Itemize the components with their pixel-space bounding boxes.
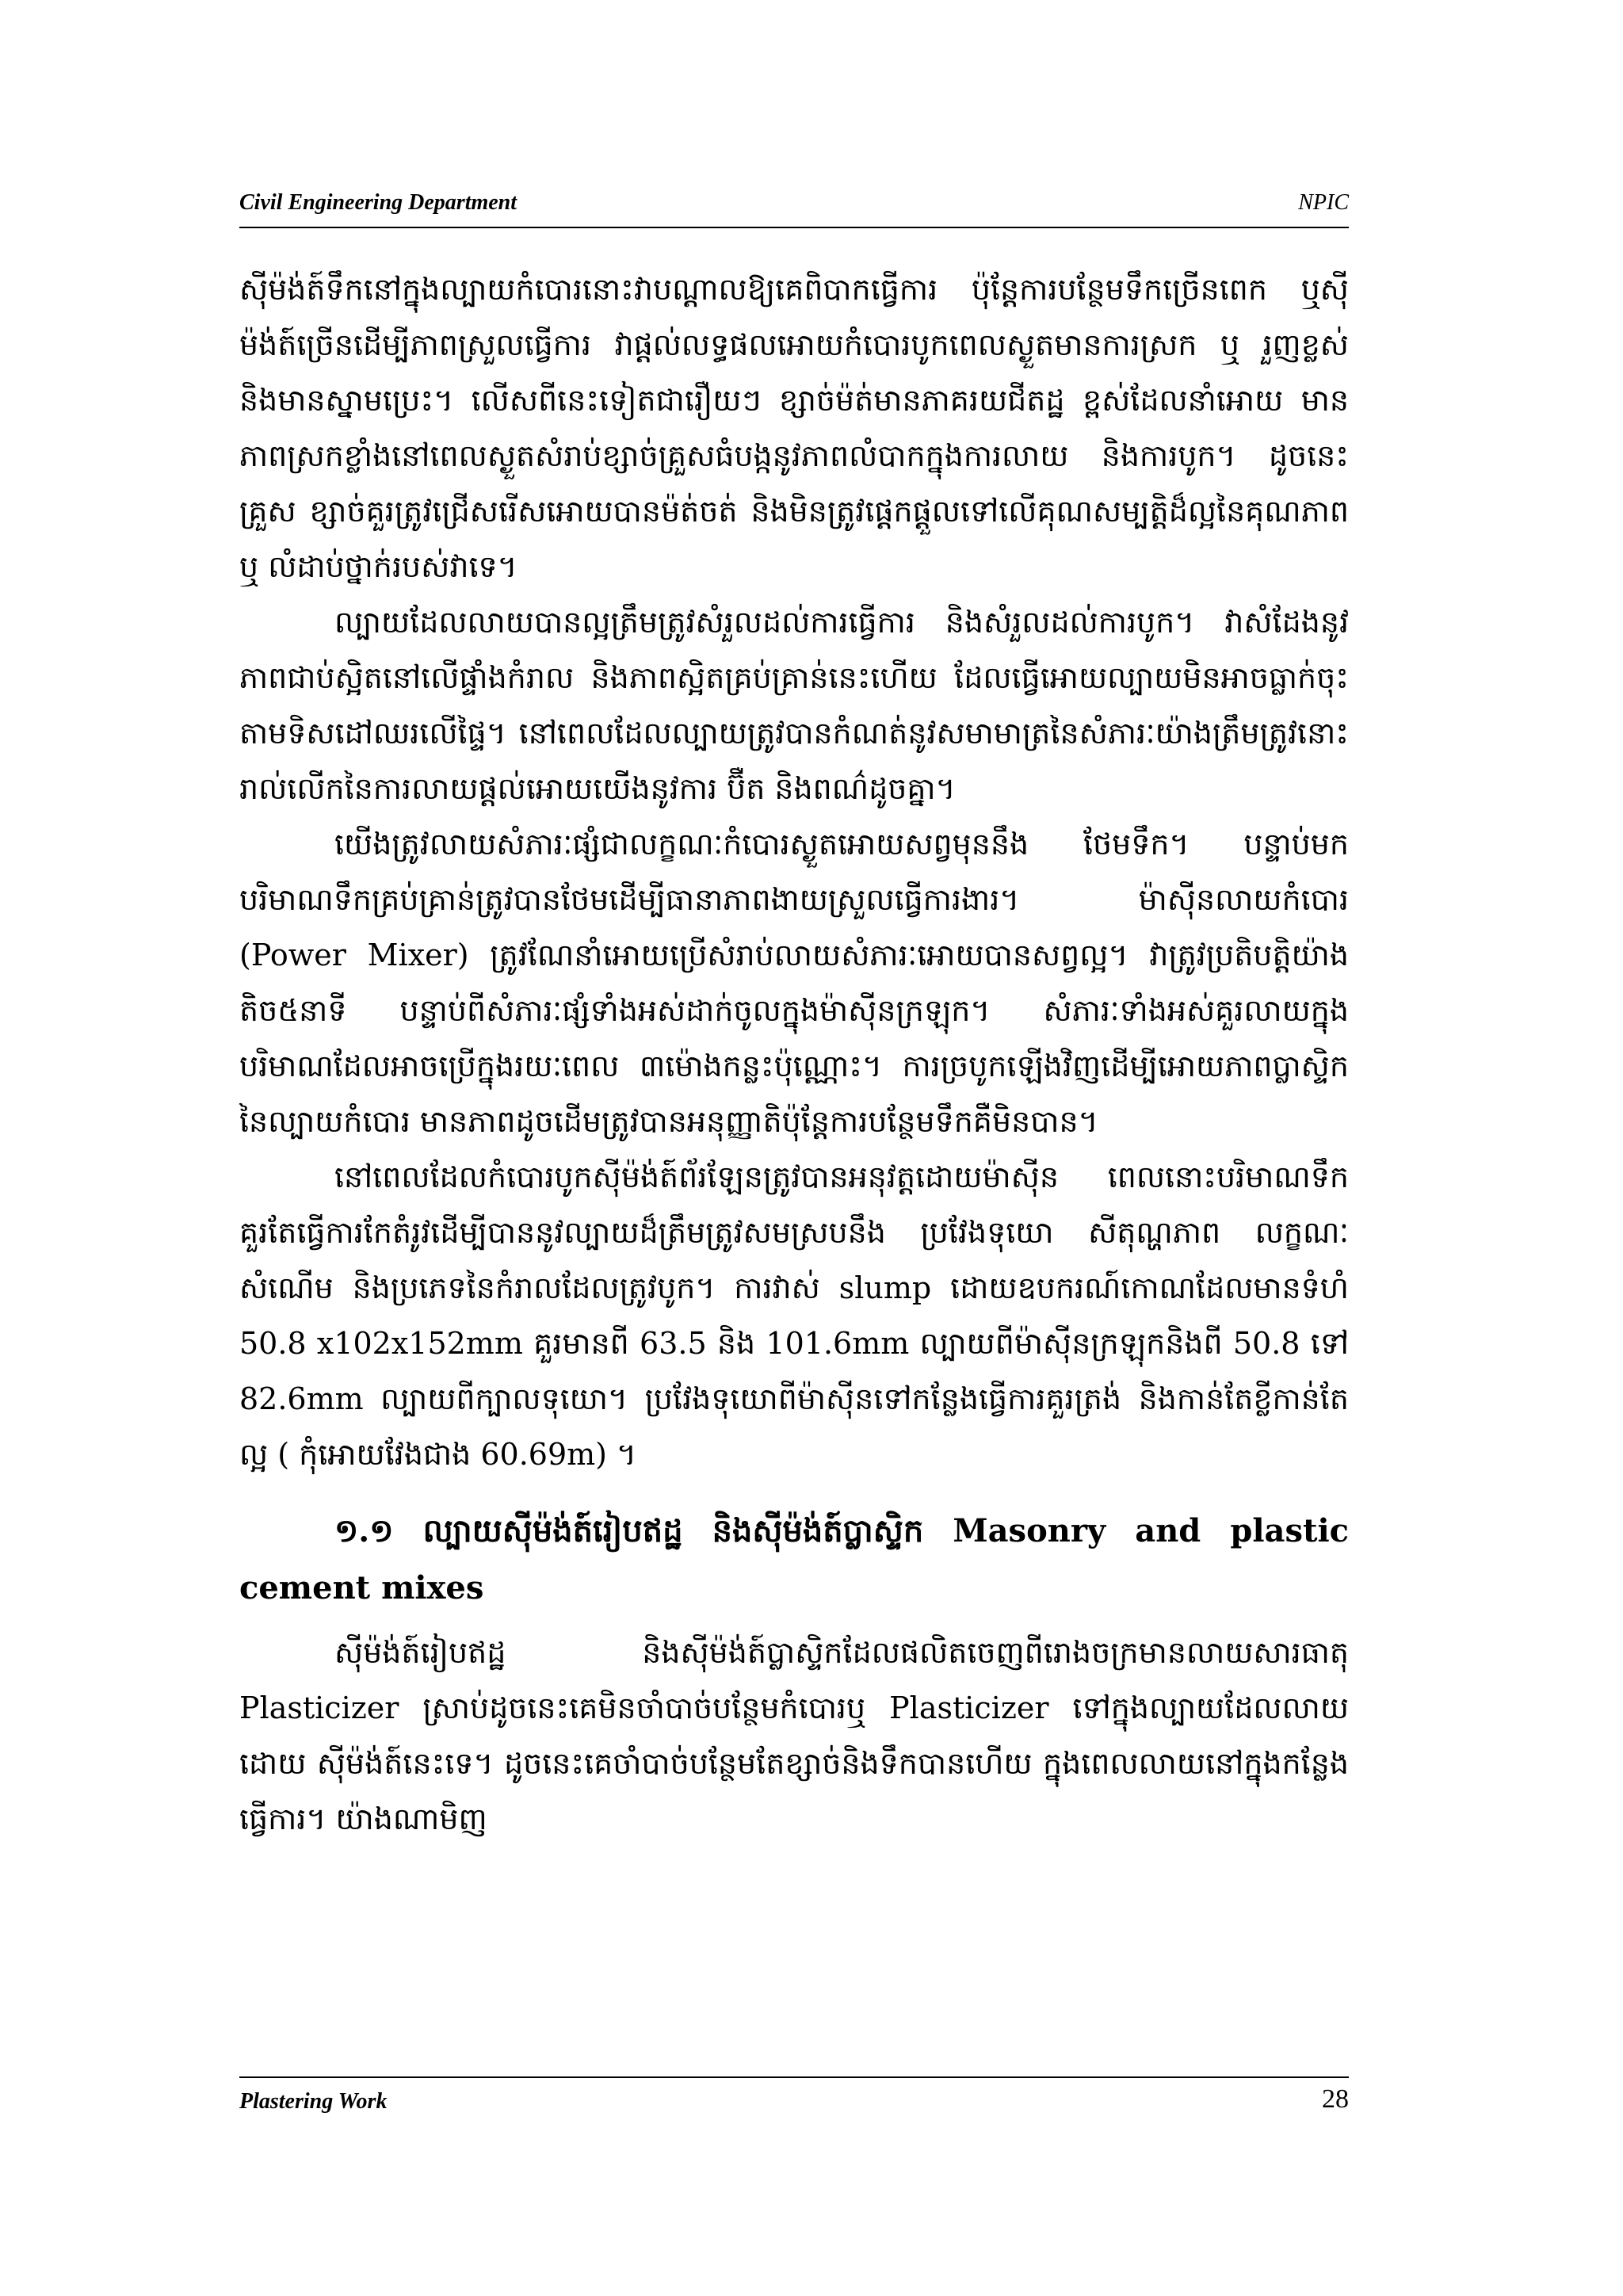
page-footer <box>239 2084 1349 2122</box>
page-number: 28 <box>1322 2084 1349 2114</box>
main-text <box>239 262 1349 1847</box>
section-paragraph: ស៊ីម៉ង់ត៍រៀបឥដ្ឋ និងស៊ីម៉ង់ត៍ប្លាស្ទិកដែលផលិតចេញពីរោងចក្រមានលាយសារធាតុ Plasticizer ស្រាប់ដូចនេះគេមិនចាំបាច់បន្ថែមកំបោរឬ Plasticizer ទៅក្នុងល្បាយដែលលាយដោយ ស៊ីម៉ង់ត៍នេះទេ។ ដូចនេះគេចាំបាច់បន្ថែមតែខ្សាច់និងទឹកបានហើយ ក្នុងពេលលាយនៅក្នុងកន្លែងធ្វើការ។ យ៉ាងណាមិញ <box>239 1635 1349 1836</box>
paragraph-1: ស៊ីម៉ង់ត៍ទឹកនៅក្នុងល្បាយកំបោរនោះវាបណ្ដាលឱ្យគេពិបាកធ្វើការ ប៉ុន្តែការបន្ថែមទឹកច្រើនពេក ឬស៊ីម៉ង់ត៍ច្រើនដើម្បីភាពស្រួលធ្វើការ វាផ្ដល់លទ្ធផលអោយកំបោរបូកពេលស្ងួតមានការស្រក ឬ រួញខ្លស់ និងមានស្នាមប្រេះ។ លើសពីនេះទៀតជារឿយៗ ខ្សាច់ម៉ត់មានភាគរយជីតដ្ឋ ខ្ពស់ដែលនាំអោយ មានភាពស្រកខ្លាំងនៅពេលស្ងួតសំរាប់ខ្សាច់គ្រួសធំបង្កនូវភាពលំបាកក្នុងការលាយ និងការបូក។ ដូចនេះ គ្រួស ខ្សាច់គួរត្រូវជ្រើសរើសអោយបានម៉ត់ចត់ និងមិនត្រូវផ្ដេកផ្ដួលទៅលើគុណសម្បត្តិដ៏ល្អនៃគុណភាព ឬ លំដាប់ថ្នាក់របស់វាទេ។ <box>239 272 1349 584</box>
header-institution: NPIC <box>1298 190 1349 215</box>
paragraph-4: នៅពេលដែលកំបោរបូកស៊ីម៉ង់ត៍ព័រឡែនត្រូវបានអនុវត្តដោយម៉ាស៊ីន ពេលនោះបរិមាណទឹកគួរតែធ្វើការកែតំរូវដើម្បីបាននូវល្បាយដ៏ត្រឹមត្រូវសមស្របនឹង ប្រវែងទុយោ សីតុណ្ហភាព លក្ខណៈសំណើម និងប្រភេទនៃកំរាលដែលត្រូវបូក។ ការវាស់ slump ដោយឧបករណ៍កោណដែលមានទំហំ 50.8 x102x152mm គួរមានពី 63.5 និង 101.6mm ល្បាយពីម៉ាស៊ីនក្រឡុកនិងពី 50.8 ទៅ 82.6mm ល្បាយពីក្បាលទុយោ។ ប្រវែងទុយោពីម៉ាស៊ីនទៅកន្លែងធ្វើការគួរត្រង់ និងកាន់តែខ្លីកាន់តែល្អ ( កុំអោយវែងជាង 60.69m) ។ <box>239 1159 1349 1472</box>
footer-title: Plastering Work <box>239 2089 388 2114</box>
page-header <box>239 190 1349 222</box>
section-heading: ១.១ ល្បាយស៊ីម៉ង់ត៍រៀបឥដ្ឋ និងស៊ីម៉ង់ត៍ប្លាស្ទិក Masonry and plastic cement mixes <box>239 1512 1349 1606</box>
header-department: Civil Engineering Department <box>239 190 517 215</box>
paragraph-3: យើងត្រូវលាយសំភារៈផ្សំជាលក្ខណៈកំបោរស្ងួតអោយសព្វមុននឹង ថែមទឹក។ បន្ទាប់មកបរិមាណទឹកគ្រប់គ្រាន់ត្រូវបានថែមដើម្បីធានាភាពងាយស្រួលធ្វើការងារ។ ម៉ាស៊ីនលាយកំបោរ (Power Mixer) ត្រូវណែនាំអោយប្រើសំរាប់លាយសំភារៈអោយបានសព្វល្អ។ វាត្រូវប្រតិបត្តិយ៉ាងតិច៥នាទី បន្ទាប់ពីសំភារៈផ្សំទាំងអស់ដាក់ចូលក្នុងម៉ាស៊ីនក្រឡុក។ សំភារៈទាំងអស់គួរលាយក្នុងបរិមាណដែលអាចប្រើក្នុងរយៈពេល ៣ម៉ោងកន្លះប៉ុណ្ណោះ។ ការច្របូកឡើងវិញដើម្បីអោយភាពប្លាស្ទិកនៃល្បាយកំបោរ មានភាពដូចដើមត្រូវបានអនុញ្ញាតិប៉ុន្តែការបន្ថែមទឹកគឺមិនបាន។ <box>239 827 1349 1139</box>
header-rule <box>239 227 1349 228</box>
footer-rule <box>239 2076 1349 2078</box>
paragraph-2: ល្បាយដែលលាយបានល្អត្រឹមត្រូវសំរួលដល់ការធ្វើការ និងសំរួលដល់ការបូក។ វាសំដែងនូវភាពជាប់ស្អិតនៅលើផ្ទាំងកំរាល និងភាពស្អិតគ្រប់គ្រាន់នេះហើយ ដែលធ្វើអោយល្បាយមិនអាចធ្លាក់ចុះតាមទិសដៅឈរលើផ្ទៃ។ នៅពេលដែលល្បាយត្រូវបានកំណត់នូវសមាមាត្រនៃសំភារៈយ៉ាងត្រឹមត្រូវនោះរាល់លើកនៃការលាយផ្ដល់អោយយើងនូវការ ប៊ឺត និងពណ៌ដូចគ្នា។ <box>239 605 1349 806</box>
